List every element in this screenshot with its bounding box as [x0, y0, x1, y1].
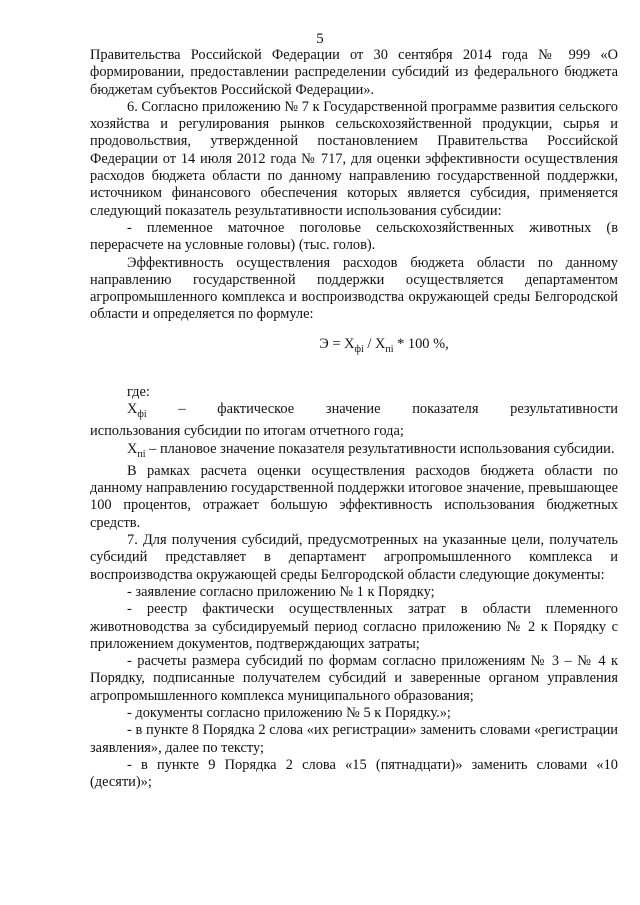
doc-item-1: - заявление согласно приложению № 1 к Порядку;	[127, 583, 435, 600]
amendment-item-8: - в пункте 8 Порядка 2 слова «их регистрации» заменить словами «регистрации заявления», далее по тексту;	[90, 722, 618, 756]
paragraph-7: 7. Для получения субсидий, предусмотренных на указанные цели, получатель субсидий представляет в департамент агропромышленного комплекса и воспроизводства окружающей среды Белгородской области следующие документы:	[90, 532, 618, 583]
where-label: где:	[127, 383, 150, 400]
paragraph-calc: В рамках расчета оценки осуществления расходов бюджета области по данному направлению государственной поддержки итоговое значение, превышающее 100 процентов, отражает большую эффективность использования бюджетных средств.	[90, 462, 618, 531]
doc-item-2: - реестр фактически осуществленных затрат в области племенного животноводства за субсидируемый период согласно приложению № 2 к Порядку с приложением документов, подтверждающих затраты;	[90, 601, 618, 652]
doc-item-4: - документы согласно приложению № 5 к Порядку.»;	[127, 705, 451, 722]
document-body	[90, 47, 618, 792]
doc-item-3: - расчеты размера субсидий по формам согласно приложениям № 3 – № 4 к Порядку, подписанные получателем субсидий и заверенные органом управления агропромышленного комплекса муниципального образования;	[90, 653, 618, 704]
page-number: 5	[316, 31, 324, 47]
term-fact: $Х_{фi}$ – фактическое значение показателя результативности	[127, 401, 618, 421]
term-plan: $Х_{пi}$ – плановое значение показателя результативности использования субсидии.	[127, 440, 615, 460]
indicator-item: - племенное маточное поголовье сельскохозяйственных животных (в перерасчете на условные головы) (тыс. голов).	[90, 219, 618, 254]
paragraph-efficiency: Эффективность осуществления расходов бюджета области по данному направлению государственной поддержки осуществляется департаментом агропромышленного комплекса и воспроизводства окружающей среды Белгородской области и определяется по формуле:	[90, 254, 618, 323]
paragraph-6: 6. Согласно приложению № 7 к Государственной программе развития сельского хозяйства и регулирования рынков сельскохозяйственной продукции, сырья и продовольствия, утвержденной постановлением Правительства Российской Федерации от 14 июля 2012 года № 717, для оценки эффективности осуществления расходов бюджета области по данному направлению государственной поддержки, источником финансового обеспечения которых является субсидия, применяется следующий показатель результативности использования субсидии:	[90, 98, 618, 219]
formula: $Э = Х_{фi} / Х_{пi} * 100$ %,	[319, 335, 449, 355]
term-fact-rest: использования субсидии по итогам отчетного года;	[90, 423, 404, 440]
paragraph-intro: Правительства Российской Федерации от 30 сентября 2014 года № 999 «О формировании, предоставлении распределении субсидий из федерального бюджета бюджетам субъектов Российской Федерации».	[90, 47, 618, 98]
amendment-item-9: - в пункте 9 Порядка 2 слова «15 (пятнадцати)» заменить словами «10 (десяти)»;	[90, 756, 618, 791]
